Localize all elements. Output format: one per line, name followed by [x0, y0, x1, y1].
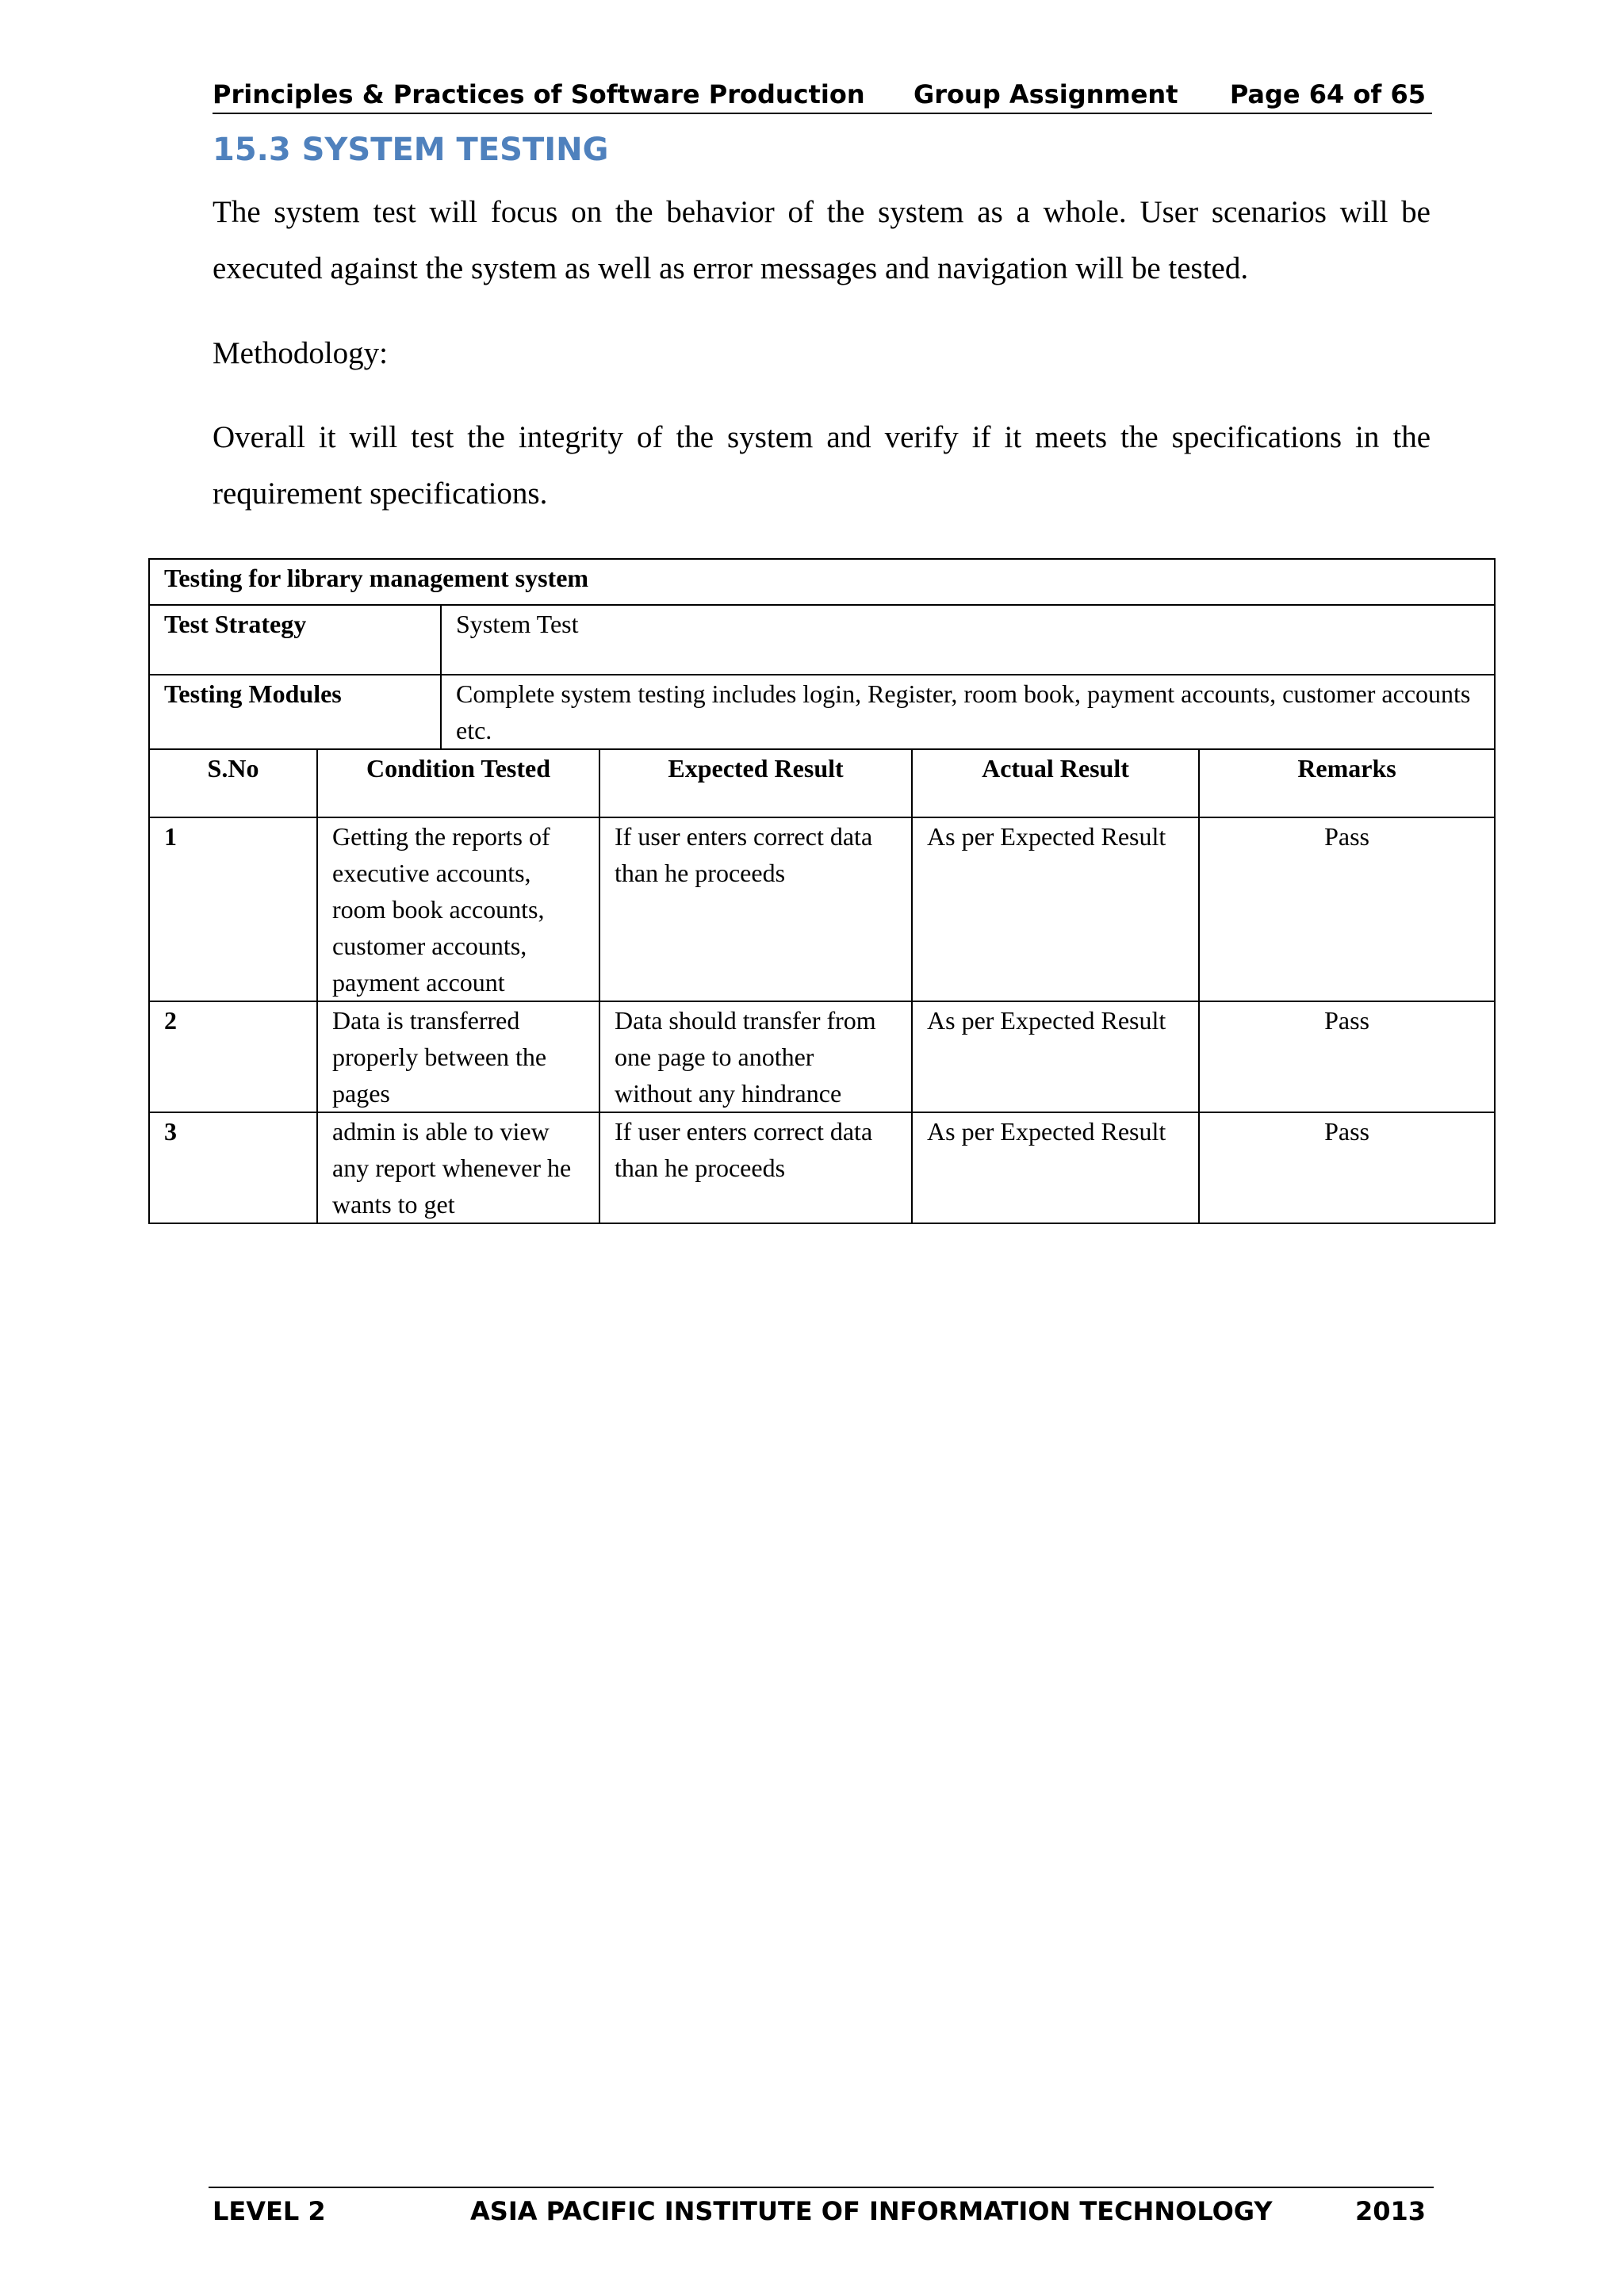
- methodology-paragraph: Overall it will test the integrity of the system and verify if it meets the specifications in the requirement specifications.: [213, 420, 1431, 511]
- column-header-expected: Expected Result: [599, 749, 912, 817]
- row-expected: If user enters correct data than he proceeds: [599, 817, 912, 1001]
- row-remarks: Pass: [1199, 1112, 1495, 1223]
- footer-year: 2013: [1354, 2196, 1426, 2226]
- section-title: 15.3 SYSTEM TESTING: [213, 132, 609, 168]
- column-header-remarks: Remarks: [1199, 749, 1495, 817]
- table-title-row: [149, 559, 1495, 605]
- test-strategy-row: [149, 605, 1495, 675]
- column-header-sno: S.No: [149, 749, 317, 817]
- footer-institute: ASIA PACIFIC INSTITUTE OF INFORMATION TECHNOLOGY: [470, 2196, 1273, 2226]
- header-assignment-type: Group Assignment: [914, 79, 1178, 109]
- row-condition: Data is transferred properly between the pages: [317, 1001, 599, 1112]
- system-test-table: [148, 558, 1496, 1224]
- row-actual: As per Expected Result: [912, 1001, 1199, 1112]
- table-row: [149, 817, 1495, 1001]
- test-strategy-value: System Test: [441, 605, 1495, 675]
- row-expected: If user enters correct data than he proceeds: [599, 1112, 912, 1223]
- row-sno: 3: [149, 1112, 317, 1223]
- row-remarks: Pass: [1199, 817, 1495, 1001]
- testing-modules-value: Complete system testing includes login, Register, room book, payment accounts, customer accounts etc.: [441, 675, 1495, 749]
- row-remarks: Pass: [1199, 1001, 1495, 1112]
- row-expected: Data should transfer from one page to another without any hindrance: [599, 1001, 912, 1112]
- header-page-number: Page 64 of 65: [1229, 79, 1426, 109]
- page-footer: [209, 2187, 1434, 2229]
- row-sno: 2: [149, 1001, 317, 1112]
- table-header-row: [149, 749, 1495, 817]
- test-strategy-label: Test Strategy: [149, 605, 441, 675]
- table-row: [149, 1001, 1495, 1112]
- footer-level: LEVEL 2: [213, 2196, 326, 2226]
- row-condition: Getting the reports of executive accounts, room book accounts, customer accounts, payment account: [317, 817, 599, 1001]
- testing-modules-row: [149, 675, 1495, 749]
- table-title: Testing for library management system: [149, 559, 1495, 605]
- intro-paragraph: The system test will focus on the behavior of the system as a whole. User scenarios will be executed against the system as well as error messages and navigation will be tested.: [213, 195, 1431, 285]
- testing-modules-label: Testing Modules: [149, 675, 441, 749]
- row-sno: 1: [149, 817, 317, 1001]
- row-actual: As per Expected Result: [912, 817, 1199, 1001]
- row-condition: admin is able to view any report whenever he wants to get: [317, 1112, 599, 1223]
- column-header-actual: Actual Result: [912, 749, 1199, 817]
- header-course-title: Principles & Practices of Software Production: [213, 79, 865, 109]
- row-actual: As per Expected Result: [912, 1112, 1199, 1223]
- page-header: [213, 76, 1432, 114]
- methodology-label: Methodology:: [213, 336, 388, 370]
- column-header-condition: Condition Tested: [317, 749, 599, 817]
- table-row: [149, 1112, 1495, 1223]
